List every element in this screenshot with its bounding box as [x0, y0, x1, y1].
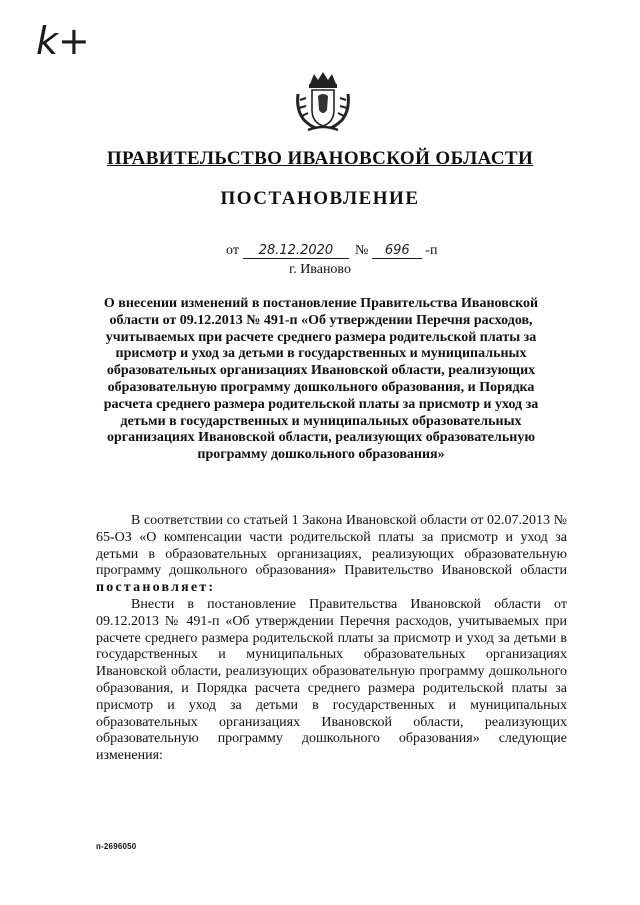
document-code: п-2696050	[96, 842, 137, 851]
resolution-keyword: постановляет:	[96, 580, 216, 596]
number-sign: №	[354, 243, 369, 258]
handwritten-date: 28.12.2020	[243, 244, 349, 259]
city-line: г. Иваново	[289, 262, 351, 277]
document-subject: О внесении изменений в постановление Правительства Ивановской области от 09.12.2013 № 491-п «Об утверждении Перечня расходов, учитываемых при расчете среднего размера родительской платы за присмотр и уход за детьми в государственных и муниципальных образовательных организациях Ивановской области, реализующих образовательную программу дошкольного образования, и Порядка расчета среднего размера родительской платы за присмотр и уход за детьми в государственных и муниципальных образовательных организациях Ивановской области, реализующих образовательную программу дошкольного образования»	[103, 296, 539, 463]
body-paragraph-1	[96, 513, 567, 597]
date-prefix: от	[226, 243, 239, 258]
document-type: ПОСТАНОВЛЕНИЕ	[220, 188, 420, 209]
handwritten-mark	[34, 14, 104, 66]
svg-text:k+: k+	[36, 19, 90, 63]
number-suffix: -п	[425, 243, 438, 258]
registration-line	[226, 243, 437, 259]
document-body	[96, 513, 567, 765]
handwritten-number: 696	[372, 244, 422, 259]
body-paragraph-2: Внести в постановление Правительства Ивановской области от 09.12.2013 № 491-п «Об утверждении Перечня расходов, учитываемых при расчете среднего размера родительской платы за присмотр и уход за детьми в государственных и муниципальных образовательных организациях Ивановской области, реализующих образовательную программу дошкольного образования, и Порядка расчета среднего размера родительской платы за присмотр и уход за детьми в государственных и муниципальных образовательных организациях Ивановской области, реализующих образовательную программу дошкольного образования» следующие изменения:	[96, 596, 567, 764]
paragraph-1-text: В соответствии со статьей 1 Закона Ивановской области от 02.07.2013 № 65-ОЗ «О компенсации части родительской платы за присмотр и уход за детьми в образовательных организациях, реализующих образовательную программу дошкольного образования» Правительство Ивановской области	[96, 513, 567, 579]
coat-of-arms-icon	[294, 70, 352, 134]
government-title: ПРАВИТЕЛЬСТВО ИВАНОВСКОЙ ОБЛАСТИ	[106, 148, 534, 169]
